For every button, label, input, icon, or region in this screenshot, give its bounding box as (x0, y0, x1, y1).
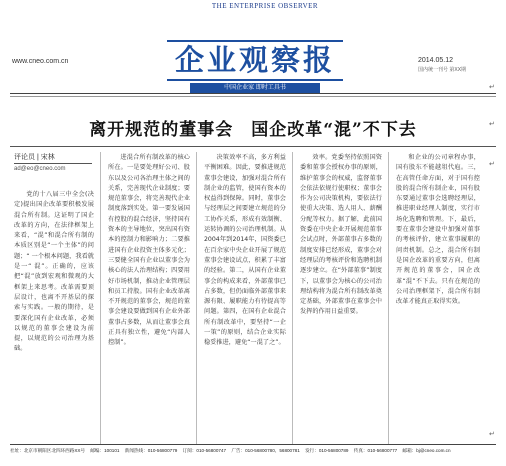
issue-date: 2014.05.12 (418, 57, 454, 64)
column-text: 和企业的公司章程办事，国有股东不能越俎代庖。三，在高管任命方面，对于国有控股的混合所有制企业，国有股东要通过董事会选聘经理层，推进职业经理人制度，实行市场化选聘和管理。下，最后，要在董事会建设中加强对董事的考核评价，建立董事履职的问责机制。总之，混合所有制是国企改革的重要方向，但离开规范的董事会，国企改革“混”不下去。只有在规范的公司治理框架下，混合所有制改革才能真正取得实效。 (396, 154, 480, 306)
footer-subscription: 订阅：010-56800747 (182, 448, 227, 453)
author-byline (14, 152, 92, 172)
article-column-4 (300, 153, 382, 443)
footer-email: 邮箱：bj@cneo.com.cn (402, 448, 451, 453)
article-headline: 离开规范的董事会 国企改革“混”不下去 (89, 120, 417, 140)
footer-postcode: 邮编：100101 (90, 448, 120, 453)
slogan-bar: 中国企业家 即时工具书 (190, 83, 320, 93)
article-column-2 (108, 153, 190, 443)
footer-rule (10, 444, 496, 445)
author-email: ad@eo@cneo.com (14, 166, 66, 172)
return-mark: ↵ (489, 120, 495, 128)
column-text: 效率。党委坚持依照国资委和董事会授权办事的原则，维护董事会的权威，监督董事会依法依规行使职权；董事会作为公司决策机构，要依法行使重大决策、选人用人、薪酬分配等权力。据了解，此前国资委在中央企业开展规范董事会试点时，外部董事占多数的制度安排已经形成，董事会对经理层的考核评价和选聘机制逐步建立。在“外部董事”制度下，以董事会为核心的公司治理结构将为混合所有制改革奠定基础，外部董事在董事会中发挥的作用日益重要。 (300, 154, 382, 316)
issue-info: 国内统一刊号 第XX期 (418, 67, 467, 73)
footer-info (10, 448, 496, 454)
article-column-3 (204, 153, 286, 443)
masthead-logo (140, 40, 370, 81)
column-divider (292, 152, 293, 444)
column-divider (196, 152, 197, 444)
footer-news-hotline: 新闻热线：010-56800779 (124, 448, 178, 453)
headline-rule (10, 146, 496, 147)
column-divider (388, 152, 389, 444)
footer-distribution: 发行：010-56800789 (305, 448, 349, 453)
column-text: 进混合所有制改革的核心所在。一是要处理好公司、股东以及公司各治理主体之间的关系，完善现代企业制度；要规范董事会，将完善现代企业制度落到实处。第一要发展国有控股的混合经济，坚持国有资本的主导地位，突出国有资本的控制力和影响力；二要推进国有企业投资主体多元化；三要健全国有企业以董事会为核心的法人治理结构；四要用好市场机制，推动企业管理层和员工持股。国有企业改革离不开规范的董事会，规范的董事会建设要做到国有企业外部董事占多数，从而让董事会真正具有独立性，避免“内部人控制”。 (108, 154, 190, 347)
return-mark: ↵ (489, 160, 495, 168)
footer-address: 社址：北京市朝阳区北四环西路XX号 (10, 448, 86, 453)
return-mark: ↵ (489, 430, 495, 438)
column-text: 党的十八届三中全会(决定)提出国企改革要积极发展混合所有制。这证明了国企改革的方向，在法律框架上来看，“混”和混合所有制的本质区别是“一个主体”的问题；“ 一个根本问题，我看就是一“ 混”。正确的，应该把“混”放到宏观和微观的大框架上来思考。改革需要顶层设计，也离不开基层的探索与实践。一般的期待，是要深化国有企业改革，必须以规范的董事会建设为前提，以规范的公司治理为基础。 (14, 191, 94, 353)
article-column-5 (396, 153, 480, 443)
footer-advertising: 广告：010-56800780、56800781 (231, 448, 300, 453)
masthead-english-title: THE ENTERPRISE OBSERVER (211, 2, 319, 10)
website-link[interactable]: www.cneo.com.cn (12, 58, 69, 65)
column-divider (100, 152, 101, 444)
article-column-1 (14, 190, 94, 443)
column-text: 决策效率不高，多方利益平衡困难。因此，要推进规范董事会建设，加强对混合所有制企业的监管，使国有资本的权益得到保障。同时，董事会与经理层之间要建立规范的分工协作关系，形成有效制衡、运转协调的公司治理机制。从2004年到2014年，国资委已在百余家中央企业开展了规范董事会建设试点，积累了丰富的经验。第二，从国有企业董事会的构成来看，外部董事已占多数，但仍面临外部董事来源有限、履职能力有待提高等问题。第四，在国有企业混合所有制改革中，要坚持“一企一策”的原则，结合企业实际稳妥推进，避免“一混了之”。 (204, 154, 286, 347)
masthead-rule-thin (10, 96, 496, 97)
footer-fax: 传真：010-56800777 (353, 448, 398, 453)
masthead-rule (10, 93, 496, 94)
return-mark: ↵ (489, 83, 495, 91)
newspaper-title: 企业观察报 (167, 40, 343, 81)
author-name: 评论员 | 宋林 (14, 152, 92, 164)
